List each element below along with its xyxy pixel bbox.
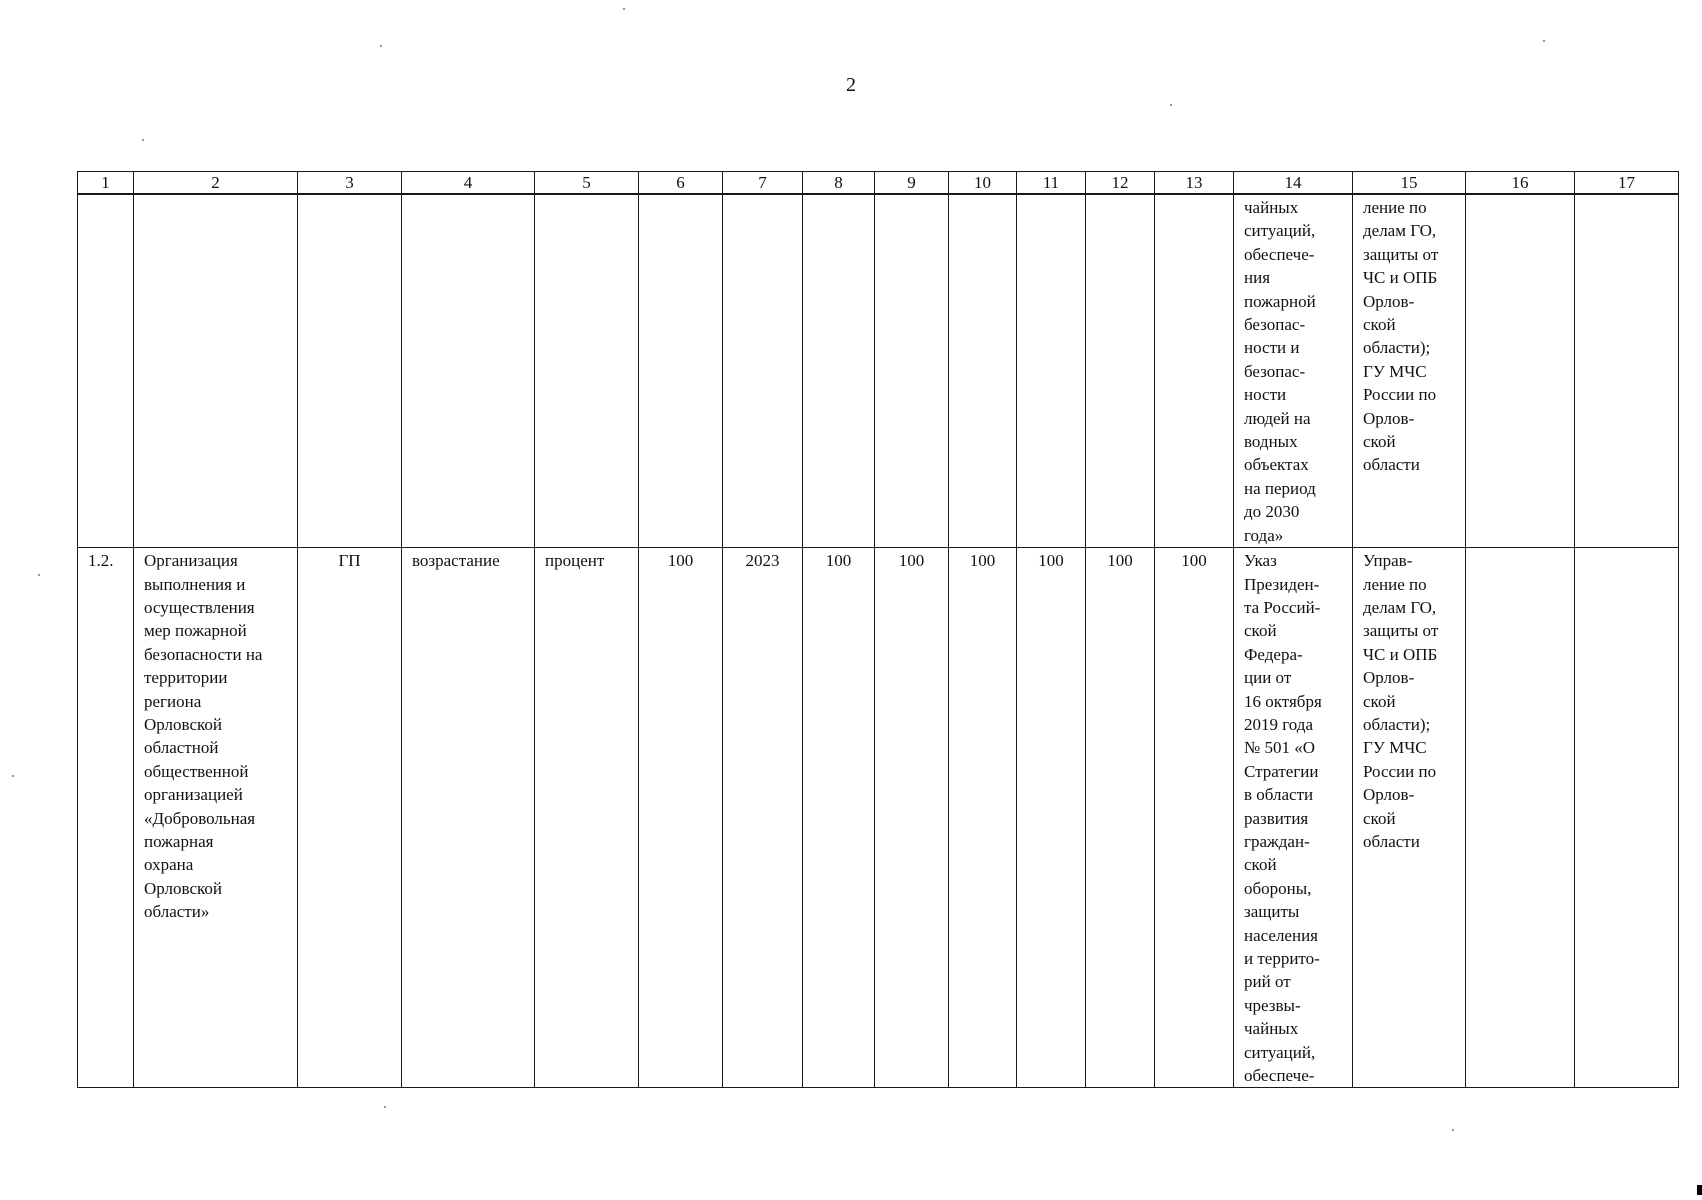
- row-number-cell: 1.2.: [78, 548, 134, 1088]
- scan-speck: [384, 1106, 386, 1108]
- table-cell: [1575, 548, 1679, 1088]
- indicator-name-cell: Организация выполнения и осуществления мер пожарной безопасности на территории региона Орловской областной общественной организацией «Добровольная пожарная охрана Орловской области»: [134, 548, 298, 1088]
- column-header: 7: [723, 172, 803, 195]
- table-cell: [949, 194, 1017, 548]
- table-cell: [1466, 548, 1575, 1088]
- base-value-cell: 100: [639, 548, 723, 1088]
- scan-speck: [623, 8, 625, 10]
- column-header: 13: [1155, 172, 1234, 195]
- table-cell: [875, 194, 949, 548]
- column-header: 3: [298, 172, 402, 195]
- value-cell: 100: [1086, 548, 1155, 1088]
- column-header: 9: [875, 172, 949, 195]
- indicator-level-cell: ГП: [298, 548, 402, 1088]
- column-header: 4: [402, 172, 535, 195]
- column-header: 17: [1575, 172, 1679, 195]
- column-header: 11: [1017, 172, 1086, 195]
- table-cell: [639, 194, 723, 548]
- table-cell: [78, 194, 134, 548]
- table-cell: [1155, 194, 1234, 548]
- table-row-1-2: [78, 548, 1679, 1088]
- table-row-continuation: [78, 194, 1679, 548]
- responsible-body-cell: Управ- ление по делам ГО, защиты от ЧС и ОПБ Орлов- ской области); ГУ МЧС России по Орлов- ской области: [1353, 548, 1466, 1088]
- scan-speck: [1543, 40, 1545, 42]
- column-header: 6: [639, 172, 723, 195]
- column-header: 10: [949, 172, 1017, 195]
- value-cell: 100: [875, 548, 949, 1088]
- column-number-header-row: [78, 172, 1679, 195]
- column-header: 5: [535, 172, 639, 195]
- responsible-body-cell: ление по делам ГО, защиты от ЧС и ОПБ Орлов- ской области); ГУ МЧС России по Орлов- ской области: [1353, 194, 1466, 548]
- column-header: 12: [1086, 172, 1155, 195]
- value-cell: 100: [1155, 548, 1234, 1088]
- unit-cell: процент: [535, 548, 639, 1088]
- base-year-cell: 2023: [723, 548, 803, 1088]
- column-header: 1: [78, 172, 134, 195]
- table-cell: [1575, 194, 1679, 548]
- column-header: 2: [134, 172, 298, 195]
- value-cell: 100: [803, 548, 875, 1088]
- trend-cell: возрастание: [402, 548, 535, 1088]
- scan-speck: [380, 45, 382, 47]
- column-header: 8: [803, 172, 875, 195]
- column-header: 15: [1353, 172, 1466, 195]
- table-cell: [1086, 194, 1155, 548]
- table-cell: [535, 194, 639, 548]
- scan-speck: [1452, 1129, 1454, 1131]
- scan-speck: [142, 139, 144, 141]
- legal-basis-cell: чайных ситуаций, обеспече- ния пожарной безопас- ности и безопас- ности людей на водных объектах на период до 2030 года»: [1234, 194, 1353, 548]
- column-header: 14: [1234, 172, 1353, 195]
- scan-speck: [12, 775, 14, 777]
- value-cell: 100: [949, 548, 1017, 1088]
- column-header: 16: [1466, 172, 1575, 195]
- scan-mark: [1697, 1185, 1702, 1195]
- legal-basis-cell: Указ Президен- та Россий- ской Федера- ции от 16 октября 2019 года № 501 «О Стратегии в области развития граждан- ской обороны, защиты населения и террито- рий от чрезвы- чайных ситуаций, обеспече-: [1234, 548, 1353, 1088]
- table-cell: [1466, 194, 1575, 548]
- table-cell: [402, 194, 535, 548]
- table-cell: [134, 194, 298, 548]
- indicators-table: [77, 171, 1679, 1088]
- table-cell: [723, 194, 803, 548]
- scan-speck: [1170, 104, 1172, 106]
- table-cell: [1017, 194, 1086, 548]
- value-cell: 100: [1017, 548, 1086, 1088]
- table-cell: [803, 194, 875, 548]
- table-cell: [298, 194, 402, 548]
- page-number: 2: [846, 74, 856, 96]
- scan-speck: [38, 574, 40, 576]
